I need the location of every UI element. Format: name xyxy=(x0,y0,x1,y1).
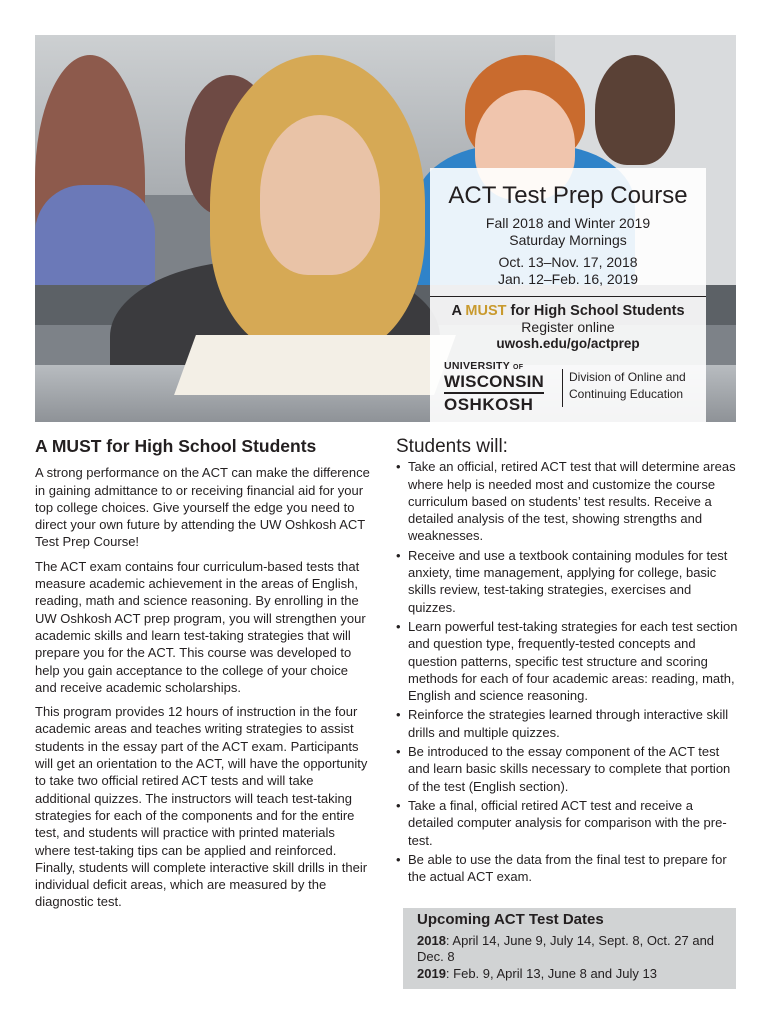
benefits-list xyxy=(396,458,742,885)
list-item xyxy=(396,743,742,795)
bullet-icon: • xyxy=(396,707,401,723)
promo-divider xyxy=(430,296,706,297)
logo-row xyxy=(444,361,706,414)
year-2018: 2018 xyxy=(417,932,446,948)
list-item-text: Reinforce the strategies learned through interactive skill drills and multiple quizzes. xyxy=(408,707,729,740)
bullet-icon: • xyxy=(396,547,401,563)
list-item-text: Receive and use a textbook containing modules for test anxiety, time management, applying for college, basic skills review, test-taking strategies, exercises and quizzes. xyxy=(408,547,728,615)
promo-url-link[interactable]: uwosh.edu/go/actprep xyxy=(496,336,640,351)
intro-heading: A MUST for High School Students xyxy=(35,436,317,456)
list-item-text: Be introduced to the essay component of the ACT test and learn basic skills necessary to complete that portion of the test (English section). xyxy=(408,744,731,794)
list-item-text: Learn powerful test-taking strategies for each test section and question type, frequently-tested concepts and question patterns, specific test structure and scoring methods for each of four academic areas: reading, math, English and science reasoning. xyxy=(408,618,738,704)
promo-schedule: Saturday Mornings xyxy=(509,232,627,248)
list-item-text: Be able to use the data from the final test to prepare for the actual ACT exam. xyxy=(408,851,727,885)
textbook xyxy=(174,335,456,395)
bullet-icon: • xyxy=(396,744,401,760)
test-dates-heading: Upcoming ACT Test Dates xyxy=(417,911,604,928)
logo-oshkosh: OSHKOSH xyxy=(444,395,534,414)
promo-register: Register online xyxy=(521,319,615,335)
dates-2018 xyxy=(417,933,722,966)
intro-paragraph-1: A strong performance on the ACT can make the difference in gaining admittance to or receiving financial aid for your top college choices. Give yourself the edge you need to direct your own future by attending the UW Oshkosh ACT Test Prep Course! xyxy=(35,465,370,550)
promo-must-word: MUST xyxy=(465,303,507,319)
dates-2018-list: : April 14, June 9, July 14, Sept. 8, Oct. 27 and Dec. 8 xyxy=(417,932,715,964)
list-item xyxy=(396,797,742,849)
intro-column xyxy=(35,438,371,918)
logo-wisconsin: WISCONSIN xyxy=(444,372,545,391)
division-line-1: Division of Online and xyxy=(569,369,686,384)
promo-box xyxy=(430,168,706,422)
uw-oshkosh-logo xyxy=(444,361,562,414)
promo-terms: Fall 2018 and Winter 2019 xyxy=(485,215,651,231)
student-far-right xyxy=(595,55,675,165)
division-label xyxy=(562,369,686,407)
list-item-text: Take an official, retired ACT test that will determine areas where help is needed most and customize the course curriculum based on students’ test results. Receive a detailed analysis of the test, showing strengths and weaknesses. xyxy=(408,459,736,544)
logo-of-text: OF xyxy=(513,364,524,371)
test-dates-box xyxy=(403,908,736,989)
intro-paragraph-2: The ACT exam contains four curriculum-based tests that measure academic achievement in the areas of English, reading, math and science reasoning. By enrolling in the UW Oshkosh ACT prep program, you will strengthen your academic skills and learn test-taking strategies that will prepare you for the ACT. This course was developed to help you gain acceptance to the college of your choice and receive academic scholarships. xyxy=(35,558,366,695)
promo-title: ACT Test Prep Course xyxy=(448,182,688,209)
dates-2019 xyxy=(417,966,722,983)
bullet-icon: • xyxy=(396,459,401,475)
logo-university-text: UNIVERSITY xyxy=(444,360,510,372)
promo-session-2: Jan. 12–Feb. 16, 2019 xyxy=(497,271,639,287)
dates-2019-list: : Feb. 9, April 13, June 8 and July 13 xyxy=(445,965,657,981)
bullet-icon: • xyxy=(396,797,401,813)
bullet-icon: • xyxy=(396,618,401,634)
promo-must-prefix: A xyxy=(451,303,466,319)
division-line-2: Continuing Education xyxy=(569,386,684,401)
student-main-face xyxy=(260,115,380,275)
list-item xyxy=(396,618,742,704)
students-will-column xyxy=(396,438,742,887)
list-item-text: Take a final, official retired ACT test and receive a detailed computer analysis for comparison with the pre-test. xyxy=(408,797,727,848)
list-item xyxy=(396,547,742,616)
promo-must-suffix: for High School Students xyxy=(506,303,685,319)
promo-session-1: Oct. 13–Nov. 17, 2018 xyxy=(498,254,638,270)
students-will-heading: Students will: xyxy=(396,436,508,457)
list-item xyxy=(396,458,742,544)
year-2019: 2019 xyxy=(417,965,446,981)
intro-paragraph-3: This program provides 12 hours of instruction in the four academic areas and teaches writing strategies to assist students in the essay part of the ACT exam. Participants will get an orientation to the ACT, will have the opportunity to take two official retired ACT tests and will take additional quizzes. The instructors will teach test-taking strategies for each of the components and for the entire test, and students will practice with printed materials where test-taking tips can be applied and reinforced. Finally, students will complete interactive skill drills in their individual deficit areas, which are measured by the diagnostic test. xyxy=(35,704,368,910)
logo-rule xyxy=(444,392,544,394)
list-item xyxy=(396,851,742,886)
bullet-icon: • xyxy=(396,851,401,867)
promo-must-line xyxy=(430,303,706,319)
list-item xyxy=(396,706,742,741)
